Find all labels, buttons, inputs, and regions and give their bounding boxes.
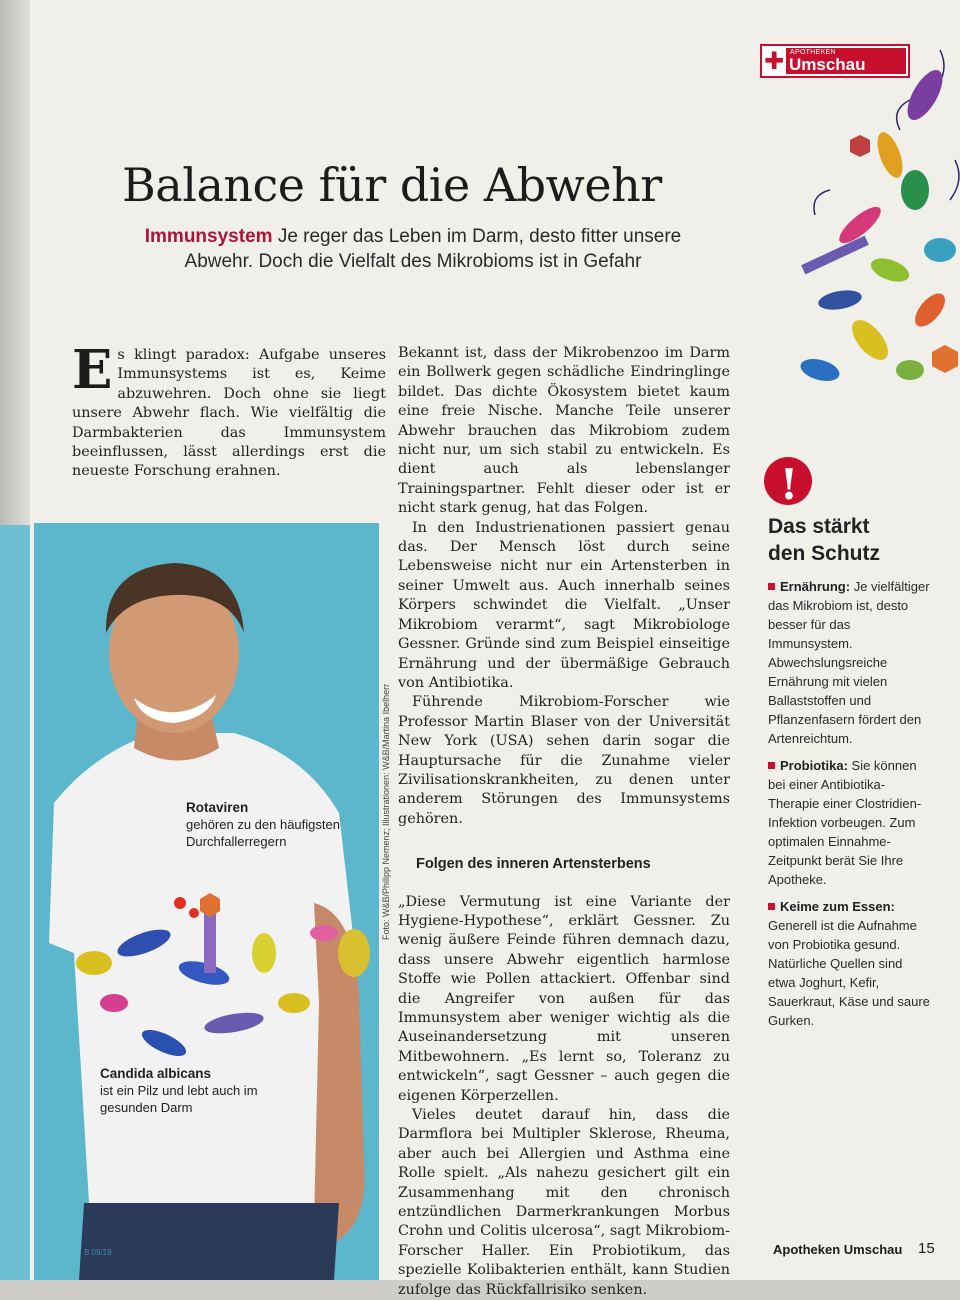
bullet-square-icon <box>768 762 775 769</box>
logo-top-text: APOTHEKEN <box>790 49 836 56</box>
logo-wordmark <box>786 48 906 74</box>
sidebar-heading: Das stärkt den Schutz <box>768 515 881 565</box>
article-title: Balance für die Abwehr <box>122 158 662 212</box>
previous-page-image-edge <box>0 525 34 1280</box>
photo-code: B 09/19 <box>84 1248 112 1257</box>
sidebar-item-ernaehrung <box>768 577 930 748</box>
magazine-page <box>30 0 960 1298</box>
bullet-square-icon <box>768 903 775 910</box>
section-subhead: Folgen des inneren Artensterbens <box>416 856 651 873</box>
article-kicker: Immunsystem <box>144 226 273 247</box>
sidebar-item-title: Probiotika: <box>780 758 848 773</box>
sidebar-item-text: Je vielfältiger das Mikrobiom ist, desto besser für das Immunsystem. Abwechslungsreiche Ernährung mit vielen Ballaststoffen und Pflanzenfasern fördert den Artenreichtum. <box>768 579 930 746</box>
tips-sidebar <box>760 445 930 1038</box>
paragraph-5: Vieles deutet darauf hin, dass die Darmflora bei Multipler Sklerose, Rheuma, aber auch bei Allergien und Asthma eine Rolle spielt. „Als nahezu gesichert gilt ein Zusammenhang mit den chronisch entzündlichen Darmerkrankungen Morbus Crohn und Colitis ulcerosa“, sagt Mikrobiom-Forscher Haller. Ein Probiotikum, das spezielle Kolibakterien enthält, kann Studien zufolge das Rückfallrisiko senken. <box>398 1107 730 1298</box>
candida-caption-title: Candida albicans <box>100 1066 212 1081</box>
rotaviren-caption-text: gehören zu den häufigsten Durchfallerregern <box>186 817 340 849</box>
pharmacy-cross-icon: ✚ <box>763 47 785 75</box>
apotheken-umschau-logo <box>760 44 910 78</box>
bullet-square-icon <box>768 583 775 590</box>
rotaviren-caption <box>186 799 366 850</box>
paragraph-2: In den Industrienationen passiert genau das. Der Mensch löst durch seine Lebensweise nicht nur ein Artensterben in seiner Umwelt aus. Auch innerhalb seines Körpers schwindet die Vielfalt. „Unser Mikrobiom verarmt“, sagt Mikrobiologe Gessner. Gründe sind zum Beispiel einseitige Ernährung und der übermäßige Gebrauch von Antibiotika. <box>398 519 730 691</box>
rotaviren-caption-title: Rotaviren <box>186 800 249 815</box>
sidebar-item-title: Ernährung: <box>780 579 851 594</box>
intro-text: s klingt paradox: Aufgabe unseres Immunsystems ist es, Keime abzuwehren. Doch ohne sie liegt unsere Abwehr flach. Wie vielfältig die Darmbakterien das Immunsystem beeinflussen, lässt allerdings erst die neueste Forschung erahnen. <box>72 347 386 480</box>
sidebar-item-text: Sie können bei einer Antibiotika-Therapie einer Clostridien-Infektion vorbeugen. Zum optimalen Einnahme-Zeitpunkt berät Sie Ihre Apotheke. <box>768 758 922 887</box>
paragraph-1: Bekannt ist, dass der Mikrobenzoo im Darm ein Bollwerk gegen schädliche Eindringlinge bildet. Das dichte Ökosystem bietet kaum eine freie Nische. Manche Teile unserer Abwehr brauchen das Mikrobiom zudem nicht nur, um sich stabil zu entwickeln. Es dient auch als lebenslanger Trainingspartner. Fehlt dieser oder ist er nicht stark genug, hat das Folgen. <box>398 345 730 517</box>
exclamation-icon <box>762 445 814 507</box>
sidebar-item-keime <box>768 897 930 1030</box>
paragraph-3: Führende Mikrobiom-Forscher wie Professor Martin Blaser von der Universität New York (USA) sehen darin sogar die Hauptursache für die Zunahme vieler Zivilisationskrankheiten, zu denen unter anderem Störungen des Immunsystems gehören. <box>398 694 730 827</box>
man-with-bacteria-shirt-photo <box>34 523 379 1280</box>
article-dek-text: Je reger das Leben im Darm, desto fitter unsere Abwehr. Doch die Vielfalt des Mikrobioms ist in Gefahr <box>184 226 682 272</box>
logo-brand-text: Umschau <box>789 55 866 74</box>
sidebar-item-text: Generell ist die Aufnahme von Probiotika gesund. Natürliche Quellen sind etwa Joghurt, Kefir, Sauerkraut, Käse und saure Gurken. <box>768 918 930 1028</box>
article-main-column <box>398 344 730 1300</box>
article-dek <box>118 224 708 274</box>
candida-caption <box>100 1065 260 1116</box>
exclamation-glyph: ! <box>779 460 799 507</box>
article-intro-column <box>72 339 386 482</box>
bacteria-illustration <box>740 40 960 430</box>
photo-credit: Foto: W&B/Philipp Nemenz; Illustrationen: W&B/Martina Ibelherr <box>381 683 391 940</box>
drop-cap: E <box>72 339 113 401</box>
footer-magazine-name: Apotheken Umschau <box>773 1242 903 1257</box>
page-number: 15 <box>918 1240 935 1257</box>
sidebar-item-probiotika <box>768 756 930 889</box>
paragraph-4: „Diese Vermutung ist eine Variante der Hygiene-Hypothese“, erklärt Gessner. Zu wenig äußere Feinde führen demnach dazu, dass unsere Abwehr eigentlich harmlose Stoffe wie Pollen attackiert. Offenbar sind die Angreifer von außen für das Immunsystem aber weniger wichtig als die Auseinandersetzung mit unseren Mitbewohnern. „Es lernt so, Toleranz zu entwickeln“, sagt Gessner – auch gegen die eigenen Körperzellen. <box>398 893 730 1104</box>
candida-caption-text: ist ein Pilz und lebt auch im gesunden Darm <box>100 1083 258 1115</box>
sidebar-item-title: Keime zum Essen: <box>780 899 895 914</box>
